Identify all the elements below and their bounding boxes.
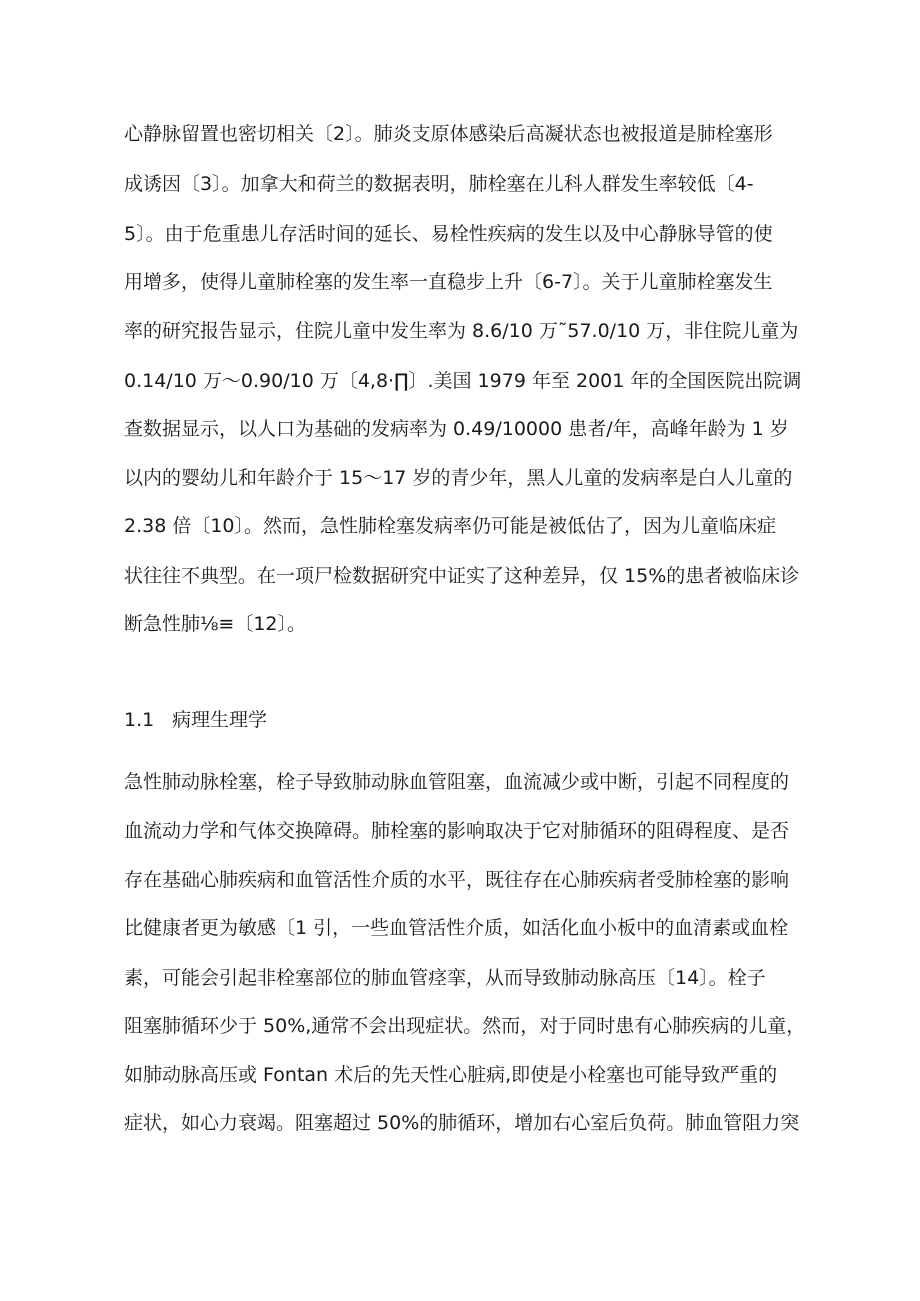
section-title: 病理生理学 xyxy=(172,709,268,731)
text-line: 症状，如心力衰竭。阻塞超过 50%的肺循环，增加右心室后负荷。肺血管阻力突 xyxy=(124,1112,800,1134)
text-line: 5〕。由于危重患儿存活时间的延长、易栓性疾病的发生以及中心静脉导管的使 xyxy=(124,223,773,245)
text-line: 素，可能会引起非栓塞部位的肺血管痉挛，从而导致肺动脉高压〔14〕。栓子 xyxy=(124,967,766,989)
text-line: 存在基础心肺疾病和血管活性介质的水平，既往存在心肺疾病者受肺栓塞的影响 xyxy=(124,869,790,891)
text-line: 查数据显示，以人口为基础的发病率为 0.49/10000 患者/年，高峰年龄为 1 岁 xyxy=(124,418,789,440)
text-line: 成诱因〔3〕。加拿大和荷兰的数据表明，肺栓塞在儿科人群发生率较低〔4- xyxy=(124,173,754,195)
section-heading xyxy=(124,708,267,732)
text-line: 阻塞肺循环少于 50%,通常不会出现症状。然而，对于同时患有心肺疾病的儿童， xyxy=(124,1015,806,1037)
text-line: 心静脉留置也密切相关〔2〕。肺炎支原体感染后高凝状态也被报道是肺栓塞形 xyxy=(124,123,773,145)
text-line: 如肺动脉高压或 Fontan 术后的先天性心脏病,即使是小栓塞也可能导致严重的 xyxy=(124,1064,778,1086)
text-line: 血流动力学和气体交换障碍。肺栓塞的影响取决于它对肺循环的阻碍程度、是否 xyxy=(124,820,790,842)
text-line: 状往往不典型。在一项尸检数据研究中证实了这种差异，仅 15%的患者被临床诊 xyxy=(124,565,800,587)
text-line: 2.38 倍〔10〕。然而，急性肺栓塞发病率仍可能是被低估了，因为儿童临床症 xyxy=(124,515,777,537)
text-line: 比健康者更为敏感〔1 引，一些血管活性介质，如活化血小板中的血清素或血栓 xyxy=(124,917,789,939)
text-line: 率的研究报告显示，住院儿童中发生率为 8.6/10 万˜57.0/10 万，非住院儿童为 xyxy=(124,320,799,342)
text-line: 用增多，使得儿童肺栓塞的发生率一直稳步上升〔6-7〕。关于儿童肺栓塞发生 xyxy=(124,271,773,293)
section-number: 1.1 xyxy=(124,709,155,731)
text-line: 急性肺动脉栓塞，栓子导致肺动脉血管阻塞，血流减少或中断，引起不同程度的 xyxy=(124,771,790,793)
text-line: 以内的婴幼儿和年龄介于 15～17 岁的青少年，黑人儿童的发病率是白人儿童的 xyxy=(124,467,793,489)
text-line: 0.14/10 万～0.90/10 万〔4,8·∏〕.美国 1979 年至 2001 年的全国医院出院调 xyxy=(124,370,802,392)
text-line: 断急性肺⅛≡〔12〕。 xyxy=(124,613,307,635)
